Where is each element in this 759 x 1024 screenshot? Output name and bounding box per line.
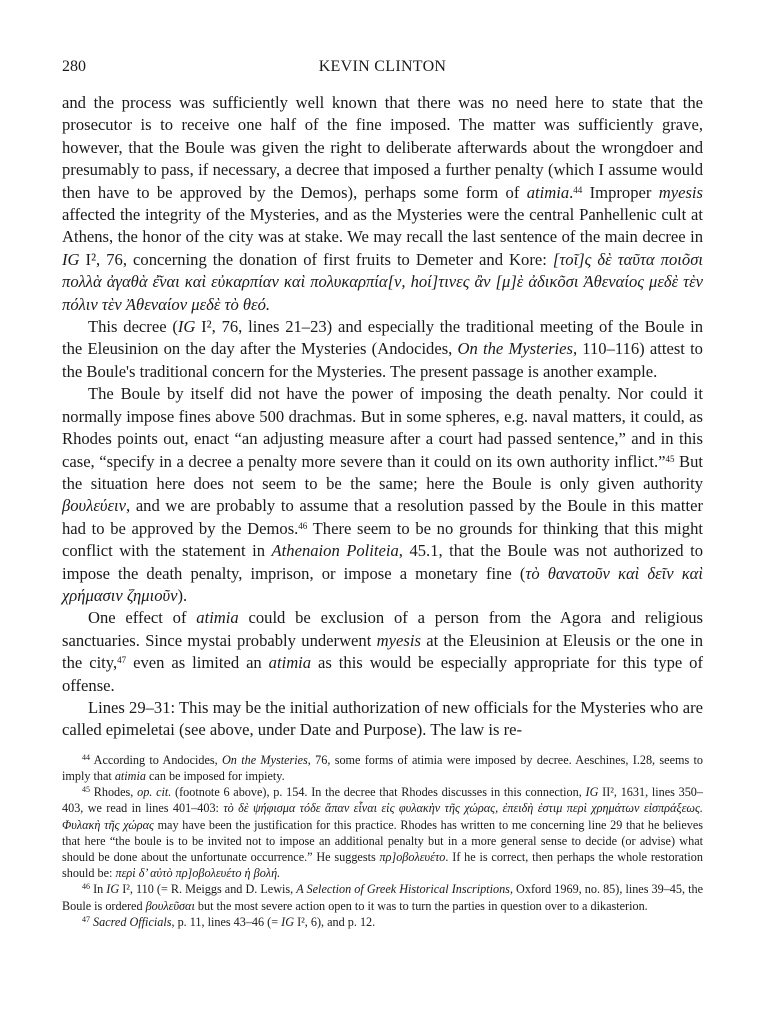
footnote-ref-45[interactable]: 45 bbox=[665, 453, 675, 464]
paragraph-2: This decree (IG I², 76, lines 21–23) and especially the traditional meeting of the Boule in the Eleusinion on the day after the Mysteries (Andocides, On the Mysteries, 110–116) attest to the Boule's traditional concern for the Mysteries. The present passage is another example. bbox=[62, 317, 703, 381]
footnote-44: $^{44}$ According to Andocides, On the Mysteries, 76, some forms of atimia were imposed by decree. Aeschines, I.28, seems to imply that atimia can be imposed for impiety. bbox=[62, 752, 703, 783]
footnote-45: $^{45}$ Rhodes, op. cit. (footnote 6 above), p. 154. In the decree that Rhodes discusses in this connection, IG II², 1631, lines 350–403, we read in lines 401–403: τὸ δὲ ψήφισμα τόδε ἅπαν εἶναι εἰς φυλακὴν τῆς χώρας, ἐπειδὴ ἐστιμ περὶ χρημάτων εἰσπράξεως. Φυλακὴ τῆς χώρας may have been the justification for this practice. Rhodes has written to me concerning line 29 that he believes that here “the boule is to be invited not to impose an additional penalty but in a more general sense to decide (or advise) what should be done about the unfortunate occurrence.” He suggests πρ]οβολευέτο. If he is correct, then perhaps the whole restoration should be: περὶ δ’ αὐτὸ πρ]οβολευέτο ἡ βολή. bbox=[62, 785, 703, 881]
footnote-ref-47[interactable]: 47 bbox=[117, 655, 127, 666]
body-text bbox=[62, 92, 703, 742]
paragraph-4: One effect of atimia could be exclusion of a person from the Agora and religious sanctuaries. Since mystai probably underwent myesis at the Eleusinion at Eleusis or the one in the city,$^{47}$ even as limited an atimia as this would be especially appropriate for this type of offense. bbox=[62, 608, 704, 695]
page-number: 280 bbox=[62, 58, 86, 75]
greek-quotation: τὸ θανατοῦν καὶ δεῖν καὶ χρήμασιν ζημιοῦν bbox=[62, 563, 704, 605]
greek-term: βουλεύειν bbox=[62, 496, 127, 516]
paragraph-1: and the process was sufficiently well known that there was no need here to state that the prosecutor is to receive one half of the fine imposed. The matter was sufficiently grave, however, that the Boule was given the right to deliberate afterwards about the wrongdoer and presumably to pass, if necessary, a decree that imposed a further penalty (which I assume would then have to be approved by the Demos), perhaps some form of atimia.$^{44}$ Improper myesis affected the integrity of the Mysteries, and as the Mysteries were the central Panhellenic cult at Athens, the honor of the city was at stake. We may recall the last sentence of the main decree in IG I², 76, concerning the donation of first fruits to Demeter and Kore: [τοῖ]ς δὲ ταῦτα ποιõσι πολλὰ ἀγαθὰ ἐ͂ναι καὶ εὐκαρπίαν καὶ πολυκαρπία[ν, hοί]τινες ἂν [μ]ὲ ἀδικõσι Ἀθεναίος μεδὲ τὲν πόλιν τὲν Ἀθεναίον μεδὲ τὸ θεό. bbox=[62, 93, 703, 314]
running-title: KEVIN CLINTON bbox=[318, 58, 447, 75]
page bbox=[62, 58, 703, 930]
footnote-47: $^{47}$ Sacred Officials, p. 11, lines 43–46 (= IG I², 6), and p. 12. bbox=[82, 914, 376, 929]
footnote-ref-44[interactable]: 44 bbox=[573, 184, 583, 195]
footnote-ref-46[interactable]: 46 bbox=[298, 520, 308, 531]
paragraph-3: The Boule by itself did not have the power of imposing the death penalty. Nor could it normally impose fines above 500 drachmas. But in some spheres, e.g. naval matters, it could, as Rhodes points out, enact “an adjusting measure after a court had passed sentence,” and in this case, “specify in a decree a penalty more severe than it could on its own authority inflict.”$^{45}$ But the situation here does not seem to be the same; here the Boule is only given authority βουλεύειν, and we are probably to assume that a resolution passed by the Boule in this matter had to be approved by the Demos.$^{46}$ There seem to be no grounds for thinking that this might conflict with the statement in Athenaion Politeia, 45.1, that the Boule was not authorized to impose the death penalty, imprison, or impose a monetary fine (τὸ θανατοῦν καὶ δεῖν καὶ χρήμασιν ζημιοῦν). bbox=[62, 384, 704, 605]
footnote-46: $^{46}$ In IG I², 110 (= R. Meiggs and D. Lewis, A Selection of Greek Historical Inscriptions, Oxford 1969, no. 85), lines 39–45, the Boule is ordered βουλεῦσαι but the most severe action open to it was to turn the parties in question over to a dikasterion. bbox=[62, 882, 703, 913]
paragraph-5: Lines 29–31: This may be the initial authorization of new officials for the Mysteries who are called epimeletai (see above, under Date and Purpose). The law is re- bbox=[62, 697, 703, 740]
running-head bbox=[62, 58, 703, 84]
footnotes bbox=[62, 752, 703, 930]
greek-quotation: [τοῖ]ς δὲ ταῦτα ποιõσι πολλὰ ἀγαθὰ ἐ͂ναι καὶ εὐκαρπίαν καὶ πολυκαρπία[ν, hοί]τινες ἂν [μ]ὲ ἀδικõσι Ἀθεναίος μεδὲ τὲν πόλιν τὲν Ἀθεναίον μεδὲ τὸ θεό. bbox=[62, 249, 703, 314]
